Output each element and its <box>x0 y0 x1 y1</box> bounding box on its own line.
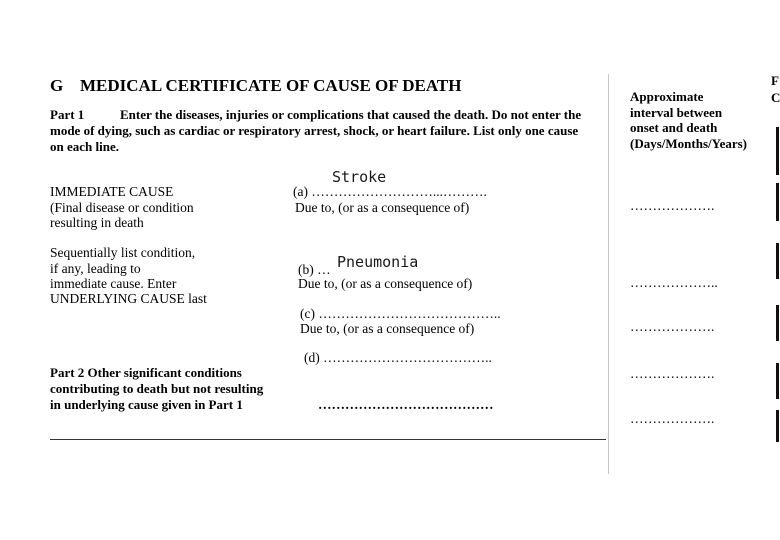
interval-header-line-4: (Days/Months/Years) <box>630 136 747 151</box>
line-d-prefix: (d) <box>304 350 324 365</box>
interval-dots-d: ………………. <box>630 366 715 381</box>
part1-instruction-line-1: Enter the diseases, injuries or complications that caused the death. Do not enter the <box>120 107 582 122</box>
interval-dots-e: ………………. <box>630 411 715 426</box>
edge-fragment-2: C <box>771 90 780 105</box>
immediate-cause-line-3: resulting in death <box>50 215 144 230</box>
sequential-line-4: UNDERLYING CAUSE last <box>50 291 207 306</box>
sequential-line-1: Sequentially list condition, <box>50 245 196 260</box>
line-c-due-to: Due to, (or as a consequence of) <box>300 321 475 336</box>
edge-box-2 <box>776 183 779 221</box>
interval-header-line-1: Approximate <box>630 89 704 104</box>
line-b-due-to: Due to, (or as a consequence of) <box>298 276 473 291</box>
part2-dots: ………………………………… <box>318 397 494 412</box>
line-d-dots: ……………………………….. <box>323 350 492 365</box>
interval-dots-c: ………………. <box>630 319 715 334</box>
bottom-rule <box>50 439 606 440</box>
line-a-due-to: Due to, (or as a consequence of) <box>295 200 470 215</box>
line-a-prefix: (a) <box>293 184 312 199</box>
line-c-prefix: (c) <box>300 306 319 321</box>
edge-box-5 <box>776 363 779 399</box>
interval-dots-a: ………………. <box>630 198 715 213</box>
part2-line-3: in underlying cause given in Part 1 <box>50 397 243 412</box>
edge-box-3 <box>776 243 779 279</box>
immediate-cause-line-2: (Final disease or condition <box>50 200 194 215</box>
part2-line-1: Part 2 Other significant conditions <box>50 365 242 380</box>
sequential-line-2: if any, leading to <box>50 261 141 276</box>
edge-box-4 <box>776 305 779 341</box>
edge-fragment-1: F <box>771 73 779 88</box>
line-d-field <box>304 350 492 365</box>
interval-header-line-3: onset and death <box>630 120 718 135</box>
part1-instruction-line-3: on each line. <box>50 139 119 154</box>
interval-dots-b: ……………….. <box>630 275 718 290</box>
immediate-cause-line-1: IMMEDIATE CAUSE <box>50 184 174 199</box>
line-a-dots: ………………………...………. <box>311 184 487 199</box>
part2-line-2: contributing to death but not resulting <box>50 381 264 396</box>
line-a-field <box>293 184 487 199</box>
sequential-line-3: immediate cause. Enter <box>50 276 177 291</box>
interval-header-line-2: interval between <box>630 105 723 120</box>
part1-instruction-line-2: mode of dying, such as cardiac or respiratory arrest, shock, or heart failure. List only one cause <box>50 123 579 138</box>
part1-label: Part 1 <box>50 107 85 122</box>
edge-box-1 <box>776 127 779 175</box>
line-c-field <box>300 306 501 321</box>
form-title: MEDICAL CERTIFICATE OF CAUSE OF DEATH <box>80 76 462 95</box>
line-b-prefix: (b) … <box>298 262 331 277</box>
edge-box-6 <box>776 410 779 442</box>
handwritten-cause-a: Stroke <box>332 168 387 186</box>
handwritten-cause-b: Pneumonia <box>337 253 419 271</box>
section-letter: G <box>50 76 64 95</box>
column-separator <box>608 74 609 474</box>
line-c-dots: ………………………………….. <box>318 306 501 321</box>
